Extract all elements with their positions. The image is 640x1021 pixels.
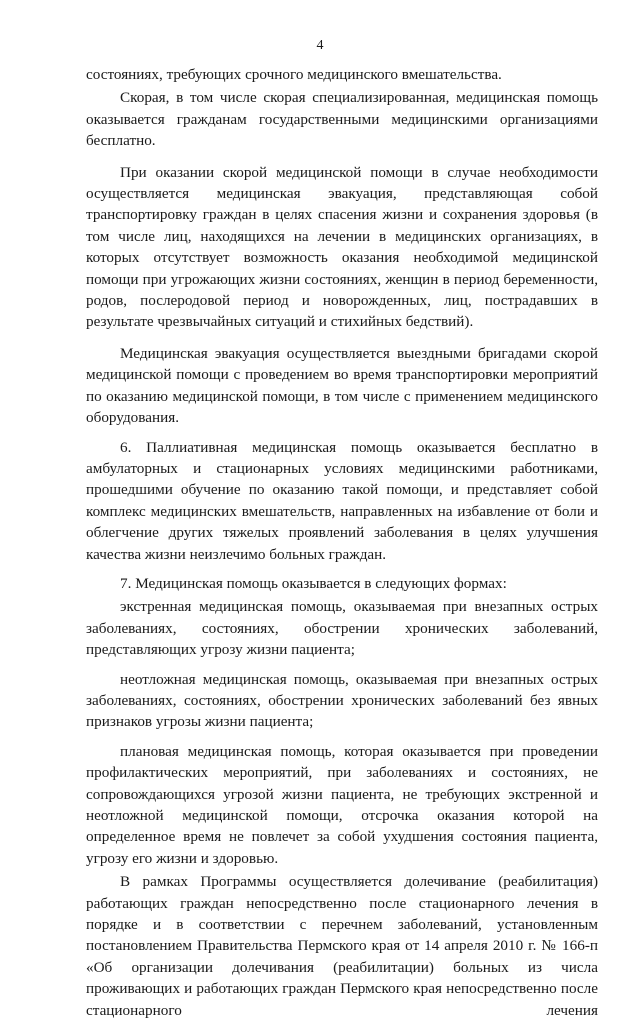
document-body [86,64,598,1021]
paragraph-medical-evacuation: При оказании скорой медицинской помощи в случае необходимости осуществляется медицинская эвакуация, представляющая собой транспортировку граждан в целях спасения жизни и сохранения здоровья (в том числе лиц, находящихся на лечении в медицинских организациях, в которых отсутствует возможность оказания необходимой медицинской помощи при угрожающих жизни состояниях, женщин в период беременности, родов, послеродовой период и новорожденных, лиц, пострадавших в результате чрезвычайных ситуаций и стихийных бедствий). [86,163,598,331]
paragraph-rehabilitation: В рамках Программы осуществляется долечивание (реабилитация) работающих граждан непосредственно после стационарного лечения в порядке и в соответствии с перечнем заболеваний, установленным постановлением Правительства Пермского края от 14 апреля 2010 г. № 166-п «Об организации долечивания (реабилитации) больных из числа проживающих и работающих граждан Пермского края непосредственно после стационарного лечения [86,873,598,1019]
page-number: 4 [316,38,324,53]
paragraph-continuation: состояниях, требующих срочного медицинского вмешательства. [86,66,502,83]
paragraph-urgent-form: неотложная медицинская помощь, оказываемая при внезапных острых заболеваниях, состояниях, обострении хронических заболеваний без явных признаков угрозы жизни пациента; [86,670,598,731]
paragraph-ambulance-free: Скорая, в том числе скорая специализированная, медицинская помощь оказывается гражданам государственными медицинскими организациями бесплатно. [86,89,598,150]
paragraph-forms-heading: 7. Медицинская помощь оказывается в следующих формах: [120,574,507,592]
paragraph-evacuation-teams: Медицинская эвакуация осуществляется выездными бригадами скорой медицинской помощи с проведением во время транспортировки мероприятий по оказанию медицинской помощи, в том числе с применением медицинского оборудования. [86,344,598,427]
paragraph-emergency-form: экстренная медицинская помощь, оказываемая при внезапных острых заболеваниях, состояниях, обострении хронических заболеваний, представляющих угрозу жизни пациента; [86,598,598,659]
paragraph-planned-form: плановая медицинская помощь, которая оказывается при проведении профилактических мероприятий, при заболеваниях и состояниях, не сопровождающихся угрозой жизни пациента, не требующих экстренной и неотложной медицинской помощи, отсрочка оказания которой на определенное время не повлечет за собой ухудшения состояния пациента, угрозу его жизни и здоровью. [86,742,598,867]
paragraph-palliative-care: 6. Паллиативная медицинская помощь оказывается бесплатно в амбулаторных и стационарных условиях медицинскими работниками, прошедшими обучение по оказанию такой помощи, и представляет собой комплекс медицинских вмешательств, направленных на избавление от боли и облегчение других тяжелых проявлений заболевания в целях улучшения качества жизни неизлечимо больных граждан. [86,438,598,563]
